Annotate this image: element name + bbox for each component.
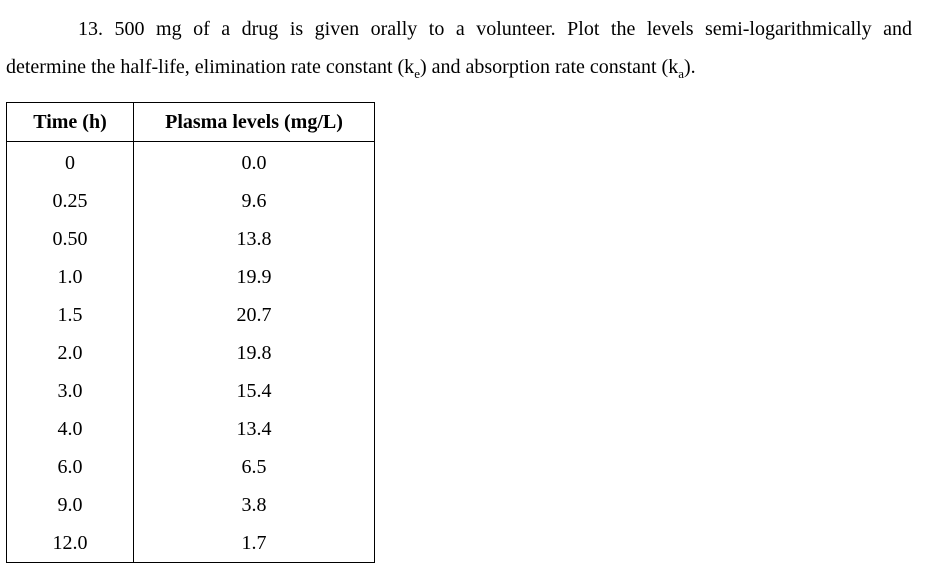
table-row	[7, 410, 375, 448]
plasma-level-cell: 13.8	[134, 220, 375, 258]
plasma-level-cell: 20.7	[134, 296, 375, 334]
time-cell: 1.5	[7, 296, 134, 334]
time-cell: 9.0	[7, 486, 134, 524]
plasma-level-cell: 9.6	[134, 182, 375, 220]
plasma-levels-table	[6, 102, 375, 563]
problem-number: 13.	[78, 18, 103, 40]
subscript-e: e	[414, 66, 420, 81]
time-cell: 1.0	[7, 258, 134, 296]
time-cell: 2.0	[7, 334, 134, 372]
table-row	[7, 220, 375, 258]
plasma-level-cell: 6.5	[134, 448, 375, 486]
problem-text-line-2-post: ).	[684, 56, 696, 78]
header-time: Time (h)	[7, 103, 134, 142]
plasma-level-cell: 3.8	[134, 486, 375, 524]
plasma-level-cell: 15.4	[134, 372, 375, 410]
time-cell: 0.50	[7, 220, 134, 258]
problem-text-line-2-mid: ) and absorption rate constant (k	[419, 56, 679, 78]
table-row	[7, 258, 375, 296]
problem-statement	[6, 10, 912, 86]
table-header-row	[7, 103, 375, 142]
problem-text-line-2-pre: determine the half-life, elimination rate constant (k	[6, 56, 415, 78]
table-body	[7, 142, 375, 563]
header-plasma-levels: Plasma levels (mg/L)	[134, 103, 375, 142]
plasma-level-cell: 13.4	[134, 410, 375, 448]
time-cell: 4.0	[7, 410, 134, 448]
plasma-level-cell: 0.0	[134, 142, 375, 183]
time-cell: 0	[7, 142, 134, 183]
plasma-level-cell: 19.8	[134, 334, 375, 372]
subscript-a: a	[678, 66, 685, 81]
table-row	[7, 486, 375, 524]
table-row	[7, 524, 375, 563]
time-cell: 6.0	[7, 448, 134, 486]
time-cell: 0.25	[7, 182, 134, 220]
table-row	[7, 372, 375, 410]
time-cell: 12.0	[7, 524, 134, 563]
table-row	[7, 142, 375, 183]
table-row	[7, 334, 375, 372]
plasma-level-cell: 1.7	[134, 524, 375, 563]
time-cell: 3.0	[7, 372, 134, 410]
problem-text-line-1: 500 mg of a drug is given orally to a volunteer. Plot the levels semi-logarithmically and	[114, 18, 913, 40]
table-row	[7, 448, 375, 486]
table-row	[7, 182, 375, 220]
problem-line-2	[6, 48, 912, 86]
plasma-level-cell: 19.9	[134, 258, 375, 296]
problem-line-1	[6, 10, 912, 48]
table-row	[7, 296, 375, 334]
